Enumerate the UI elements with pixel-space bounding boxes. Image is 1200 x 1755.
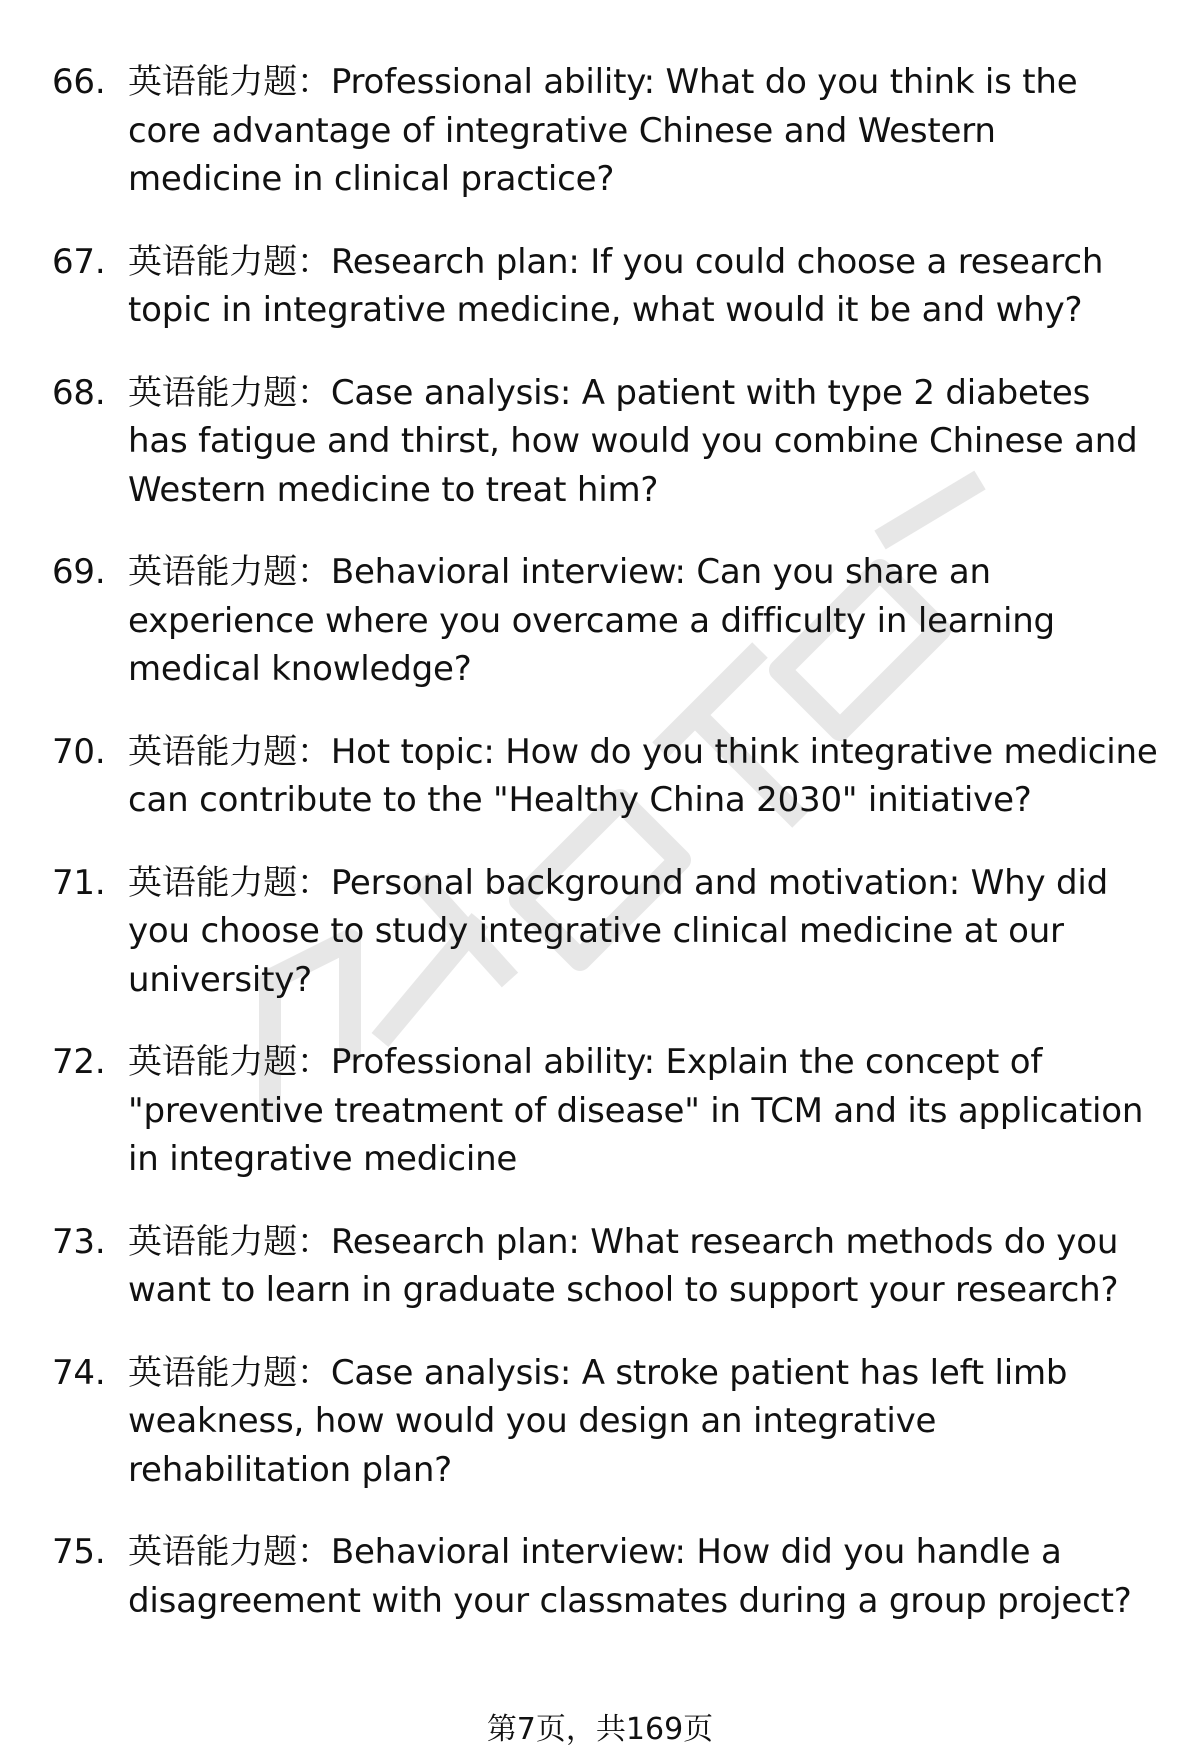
question-number: 71.	[52, 862, 106, 903]
question-number: 69.	[52, 552, 106, 592]
question-text: Behavioral interview: Can you share an experience where you overcame a difficulty in learning medical knowledge?	[128, 552, 1055, 689]
question-number: 66.	[52, 62, 106, 102]
question-item	[0, 728, 1200, 825]
question-text: Professional ability: What do you think is the core advantage of integrative Chinese and Western medicine in clinical practice?	[128, 62, 1078, 199]
question-tag: 英语能力题：	[128, 731, 331, 772]
question-tag: 英语能力题：	[128, 552, 331, 592]
question-text: Personal background and motivation: Why did you choose to study integrative clinical medicine at our university?	[128, 862, 1108, 1000]
question-text: Research plan: What research methods do you want to learn in graduate school to support your research?	[128, 1221, 1119, 1310]
question-text: Research plan: If you could choose a research topic in integrative medicine, what would it be and why?	[128, 241, 1104, 330]
question-number: 72.	[52, 1042, 106, 1082]
question-item	[0, 1038, 1200, 1184]
question-text: Case analysis: A stroke patient has left limb weakness, how would you design an integrative rehabilitation plan?	[128, 1352, 1068, 1490]
question-tag: 英语能力题：	[128, 862, 331, 903]
question-tag: 英语能力题：	[128, 1352, 331, 1393]
question-text: Hot topic: How do you think integrative medicine can contribute to the "Healthy China 2030" initiative?	[128, 731, 1158, 820]
question-number: 75.	[52, 1532, 106, 1572]
page-footer: 第7页，共169页	[486, 1712, 714, 1747]
question-text: Professional ability: Explain the concept of "preventive treatment of disease" in TCM and its application in integrative medicine	[128, 1042, 1144, 1179]
question-tag: 英语能力题：	[128, 1221, 331, 1262]
question-tag: 英语能力题：	[128, 241, 331, 282]
question-number: 74.	[52, 1352, 106, 1393]
question-number: 68.	[52, 372, 106, 413]
question-item	[0, 58, 1200, 204]
question-text: Behavioral interview: How did you handle a disagreement with your classmates during a group project?	[128, 1532, 1132, 1621]
question-item	[0, 369, 1200, 515]
question-item	[0, 1349, 1200, 1495]
question-tag: 英语能力题：	[128, 1532, 331, 1572]
question-item	[0, 859, 1200, 1005]
question-tag: 英语能力题：	[128, 62, 331, 102]
question-text: Case analysis: A patient with type 2 diabetes has fatigue and thirst, how would you combine Chinese and Western medicine to treat him?	[128, 372, 1138, 510]
question-item	[0, 1528, 1200, 1625]
question-item	[0, 1218, 1200, 1315]
question-item	[0, 238, 1200, 335]
question-item	[0, 548, 1200, 694]
question-tag: 英语能力题：	[128, 372, 331, 413]
question-tag: 英语能力题：	[128, 1042, 331, 1082]
question-number: 70.	[52, 731, 106, 772]
question-number: 67.	[52, 241, 106, 282]
question-number: 73.	[52, 1221, 106, 1262]
